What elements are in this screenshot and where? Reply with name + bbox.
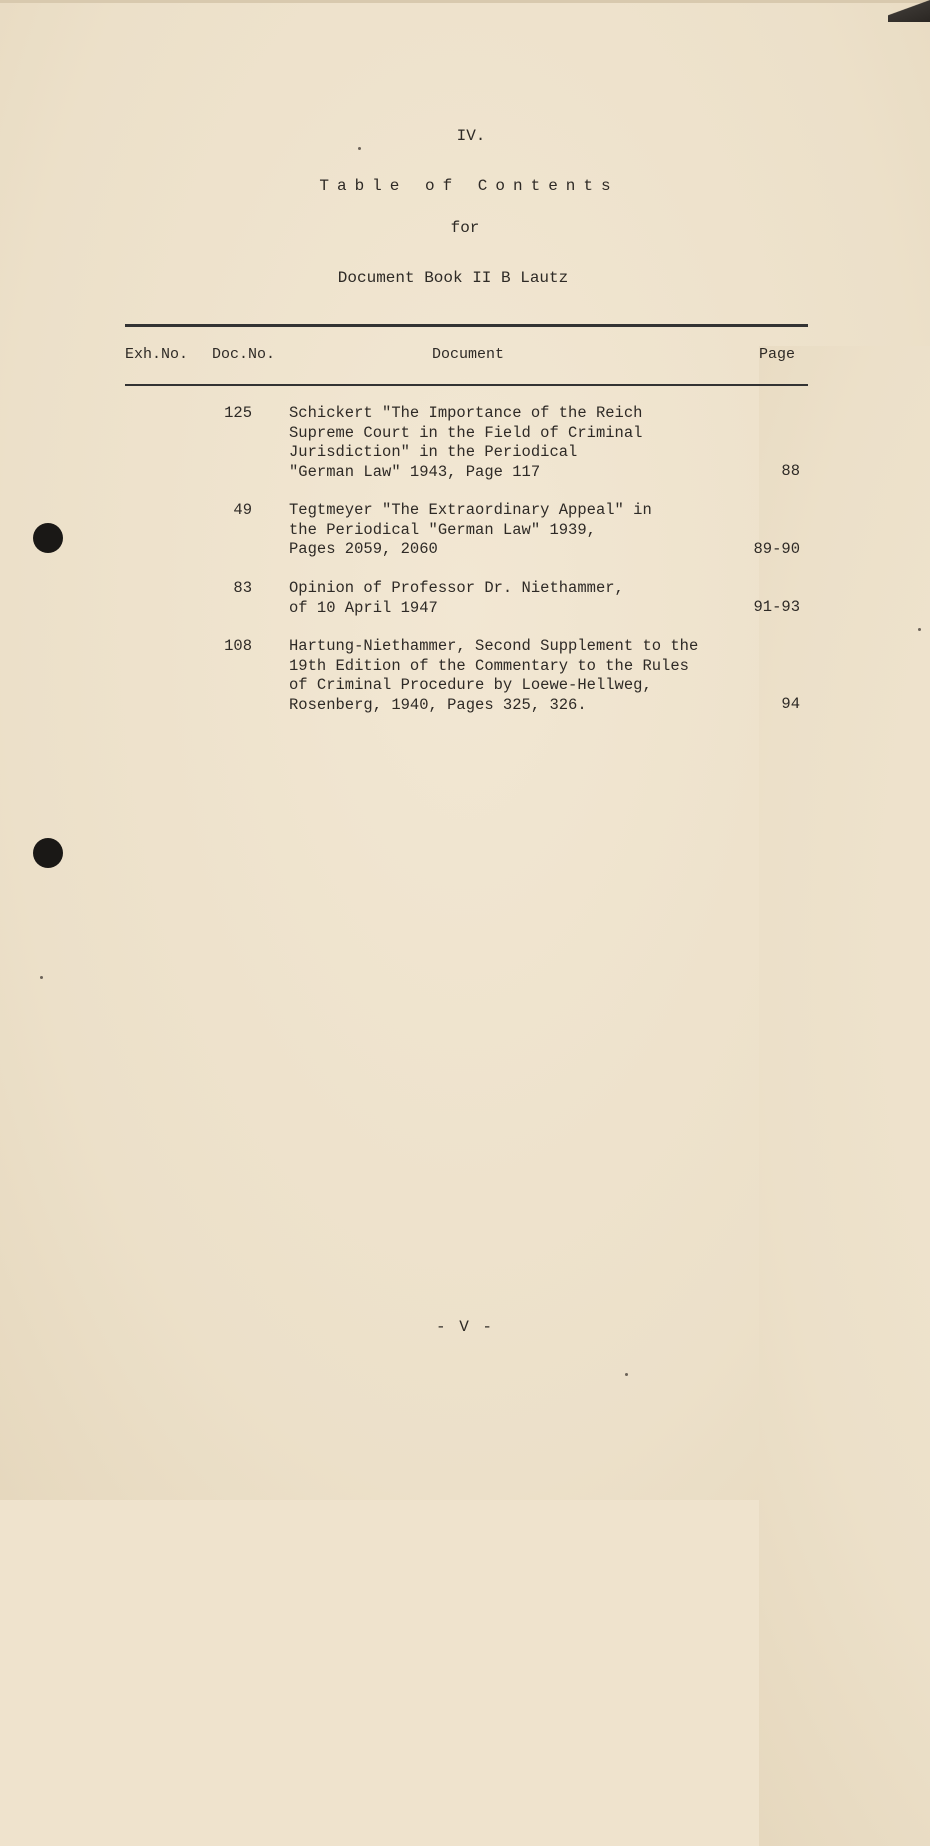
page-reference: 89-90 [753,540,800,558]
description-line: Hartung-Niethammer, Second Supplement to the [289,637,699,655]
document-description [289,404,749,482]
column-header-page: Page [759,346,930,1846]
table-header-rule [125,384,808,386]
page-title: Table of Contents [319,177,619,195]
document-description [289,637,749,715]
description-line: 19th Edition of the Commentary to the Rules [289,656,689,675]
paper-speck [358,147,361,150]
column-header-doc-no: Doc.No. [212,346,276,363]
page-reference: 88 [781,462,800,480]
description-line: "German Law" 1943, Page 117 [289,462,541,481]
punch-hole [33,523,63,553]
section-number: IV. [456,127,486,145]
document-description [289,501,749,560]
column-header-document: Document [432,346,505,363]
for-label: for [450,219,480,237]
doc-number: 49 [233,501,252,519]
page-reference: 94 [781,695,800,713]
doc-number: 108 [224,637,252,655]
page-reference: 91-93 [753,598,800,616]
document-book-title: Document Book II B Lautz [337,269,569,287]
page-marker: - V - [435,1318,494,1336]
doc-number: 125 [224,404,252,422]
paper-speck [40,976,43,979]
description-line: Jurisdiction" in the Periodical [289,443,578,461]
description-line: Schickert "The Importance of the Reich [289,404,643,422]
description-line: Supreme Court in the Field of Criminal [289,423,643,442]
description-line: the Periodical "German Law" 1939, [289,520,596,539]
description-line: Rosenberg, 1940, Pages 325, 326. [289,695,587,714]
punch-hole [33,838,63,868]
document-description [289,579,749,618]
description-line: Pages 2059, 2060 [289,540,438,558]
paper-top-edge [0,0,930,3]
doc-number: 83 [233,579,252,597]
description-line: Opinion of Professor Dr. Niethammer, [289,579,624,597]
paper-corner-fold [888,0,930,22]
description-line: of 10 April 1947 [289,598,438,617]
column-header-exh-no: Exh.No. [125,346,189,363]
description-line: of Criminal Procedure by Loewe-Hellweg, [289,676,652,694]
paper-speck [918,628,921,631]
table-top-rule [125,324,808,327]
paper-speck [625,1373,628,1376]
description-line: Tegtmeyer "The Extraordinary Appeal" in [289,501,652,519]
